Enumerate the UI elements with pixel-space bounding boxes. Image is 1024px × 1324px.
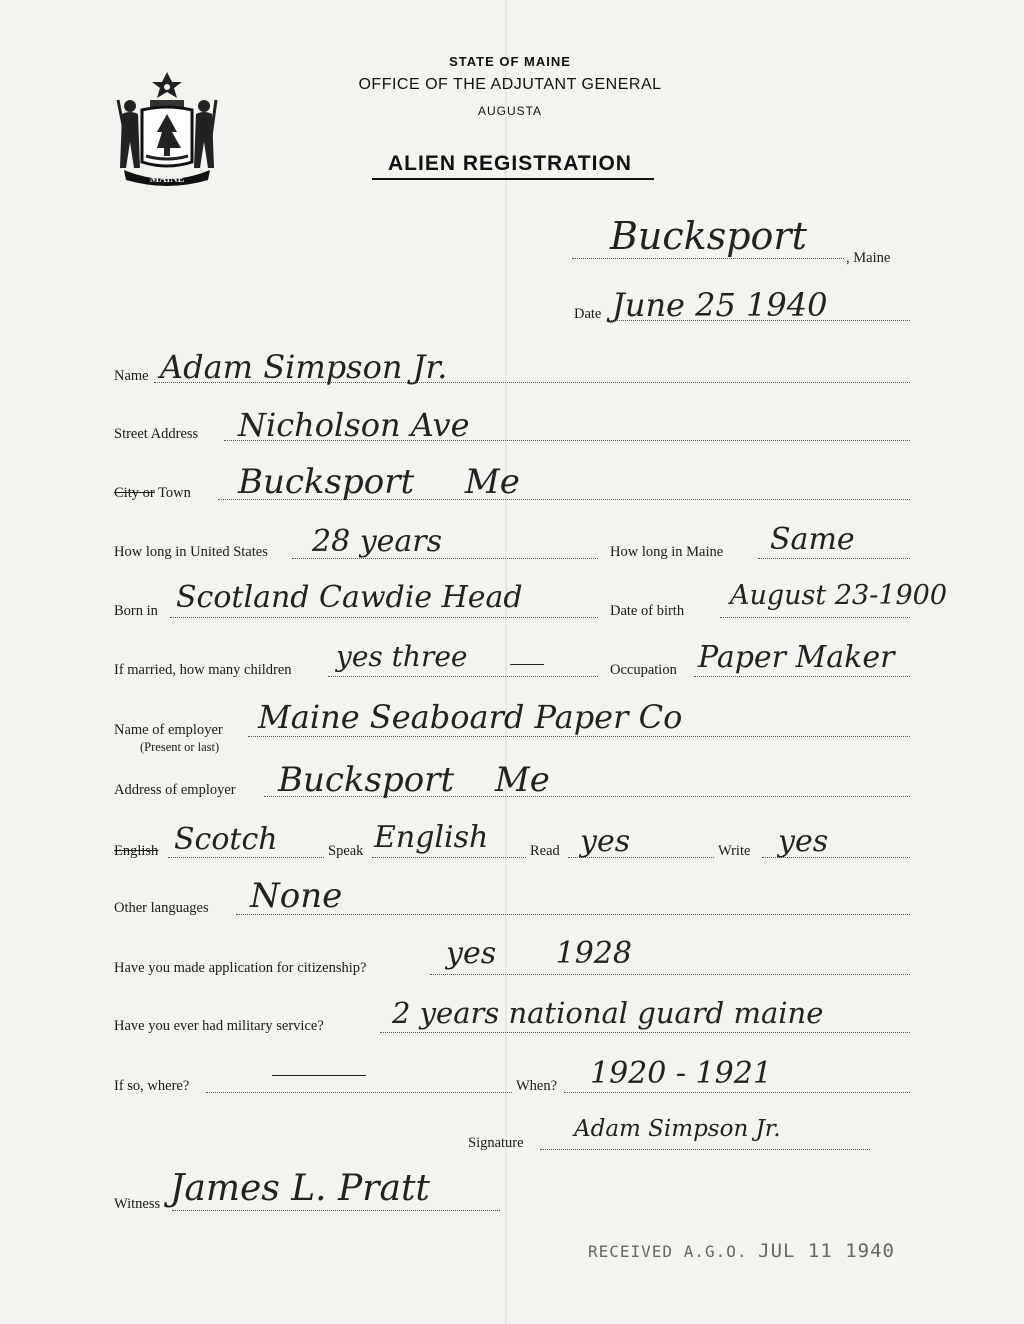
employer-line xyxy=(248,736,910,737)
how-long-maine-entry: Same xyxy=(770,522,855,557)
signature-entry: Adam Simpson Jr. xyxy=(574,1116,781,1142)
witness-entry: James L. Pratt xyxy=(170,1168,430,1209)
speak-entry: English xyxy=(374,820,489,855)
when-line xyxy=(564,1092,910,1093)
form-title: ALIEN REGISTRATION xyxy=(388,152,632,175)
military-line xyxy=(380,1032,910,1033)
city-or-struck-label: City or xyxy=(114,485,155,501)
employer-label: Name of employer xyxy=(114,722,223,738)
speak-label: Speak xyxy=(328,843,364,859)
citizenship-entry: yes 1928 xyxy=(446,936,632,971)
signature-label: Signature xyxy=(468,1135,524,1151)
date-of-birth-label: Date of birth xyxy=(610,603,685,619)
how-long-us-entry: 28 years xyxy=(312,524,443,559)
maine-label: , Maine xyxy=(846,250,891,266)
received-stamp xyxy=(588,1240,895,1262)
language-entry: Scotch xyxy=(174,822,278,857)
witness-label: Witness xyxy=(114,1196,161,1212)
occupation-label: Occupation xyxy=(610,662,677,678)
read-label: Read xyxy=(530,843,560,859)
street-address-entry: Nicholson Ave xyxy=(238,406,470,444)
when-label: When? xyxy=(516,1078,558,1094)
born-in-entry: Scotland Cawdie Head xyxy=(176,580,523,615)
where-label: If so, where? xyxy=(114,1078,190,1094)
employer-entry: Maine Seaboard Paper Co xyxy=(258,698,683,736)
children-label: If married, how many children xyxy=(114,662,292,678)
where-line xyxy=(206,1092,512,1093)
occupation-line xyxy=(694,676,910,677)
citizenship-label: Have you made application for citizenship? xyxy=(114,960,367,976)
received-stamp-text: RECEIVED A.G.O. xyxy=(588,1242,748,1261)
how-long-maine-line xyxy=(758,558,910,559)
write-entry: yes xyxy=(778,824,829,859)
employer-address-label: Address of employer xyxy=(114,782,236,798)
city-heading: AUGUSTA xyxy=(477,104,543,118)
employer-note: (Present or last) xyxy=(140,740,220,754)
write-label: Write xyxy=(718,843,751,859)
title-underline xyxy=(372,178,654,180)
town-header-entry: Bucksport xyxy=(610,214,807,258)
name-entry: Adam Simpson Jr. xyxy=(160,348,448,386)
received-stamp-date: JUL 11 1940 xyxy=(758,1240,895,1262)
military-label: Have you ever had military service? xyxy=(114,1018,324,1034)
signature-line xyxy=(540,1149,870,1150)
english-struck-label: English xyxy=(114,843,159,859)
where-dash xyxy=(272,1075,366,1076)
employer-address-entry: Bucksport Me xyxy=(278,760,550,800)
other-languages-label: Other languages xyxy=(114,900,209,916)
date-entry: June 25 1940 xyxy=(612,286,828,324)
date-of-birth-entry: August 23-1900 xyxy=(730,580,948,611)
fold-line xyxy=(505,0,507,1324)
read-entry: yes xyxy=(580,824,631,859)
date-of-birth-line xyxy=(720,617,910,618)
town-header-line xyxy=(572,258,844,259)
language-line xyxy=(168,857,324,858)
town-label: Town xyxy=(158,485,191,501)
born-in-line xyxy=(170,617,598,618)
children-dash xyxy=(510,664,544,665)
street-address-label: Street Address xyxy=(114,426,199,442)
children-line xyxy=(328,676,598,677)
citizenship-line xyxy=(430,974,910,975)
other-languages-entry: None xyxy=(250,876,343,916)
town-entry: Bucksport Me xyxy=(238,462,520,502)
maine-state-seal xyxy=(112,70,222,188)
how-long-us-label: How long in United States xyxy=(114,544,268,560)
speak-line xyxy=(372,857,526,858)
date-label: Date xyxy=(574,306,602,322)
born-in-label: Born in xyxy=(114,603,158,619)
state-heading: STATE OF MAINE xyxy=(449,54,571,69)
svg-text:MAINE: MAINE xyxy=(149,174,185,185)
military-entry: 2 years national guard maine xyxy=(392,996,824,1030)
children-entry: yes three xyxy=(336,640,468,673)
occupation-entry: Paper Maker xyxy=(698,640,895,675)
how-long-maine-label: How long in Maine xyxy=(610,544,724,560)
witness-line xyxy=(172,1210,500,1211)
when-entry: 1920 - 1921 xyxy=(590,1056,772,1091)
name-label: Name xyxy=(114,368,149,384)
office-heading: OFFICE OF THE ADJUTANT GENERAL xyxy=(358,76,662,93)
